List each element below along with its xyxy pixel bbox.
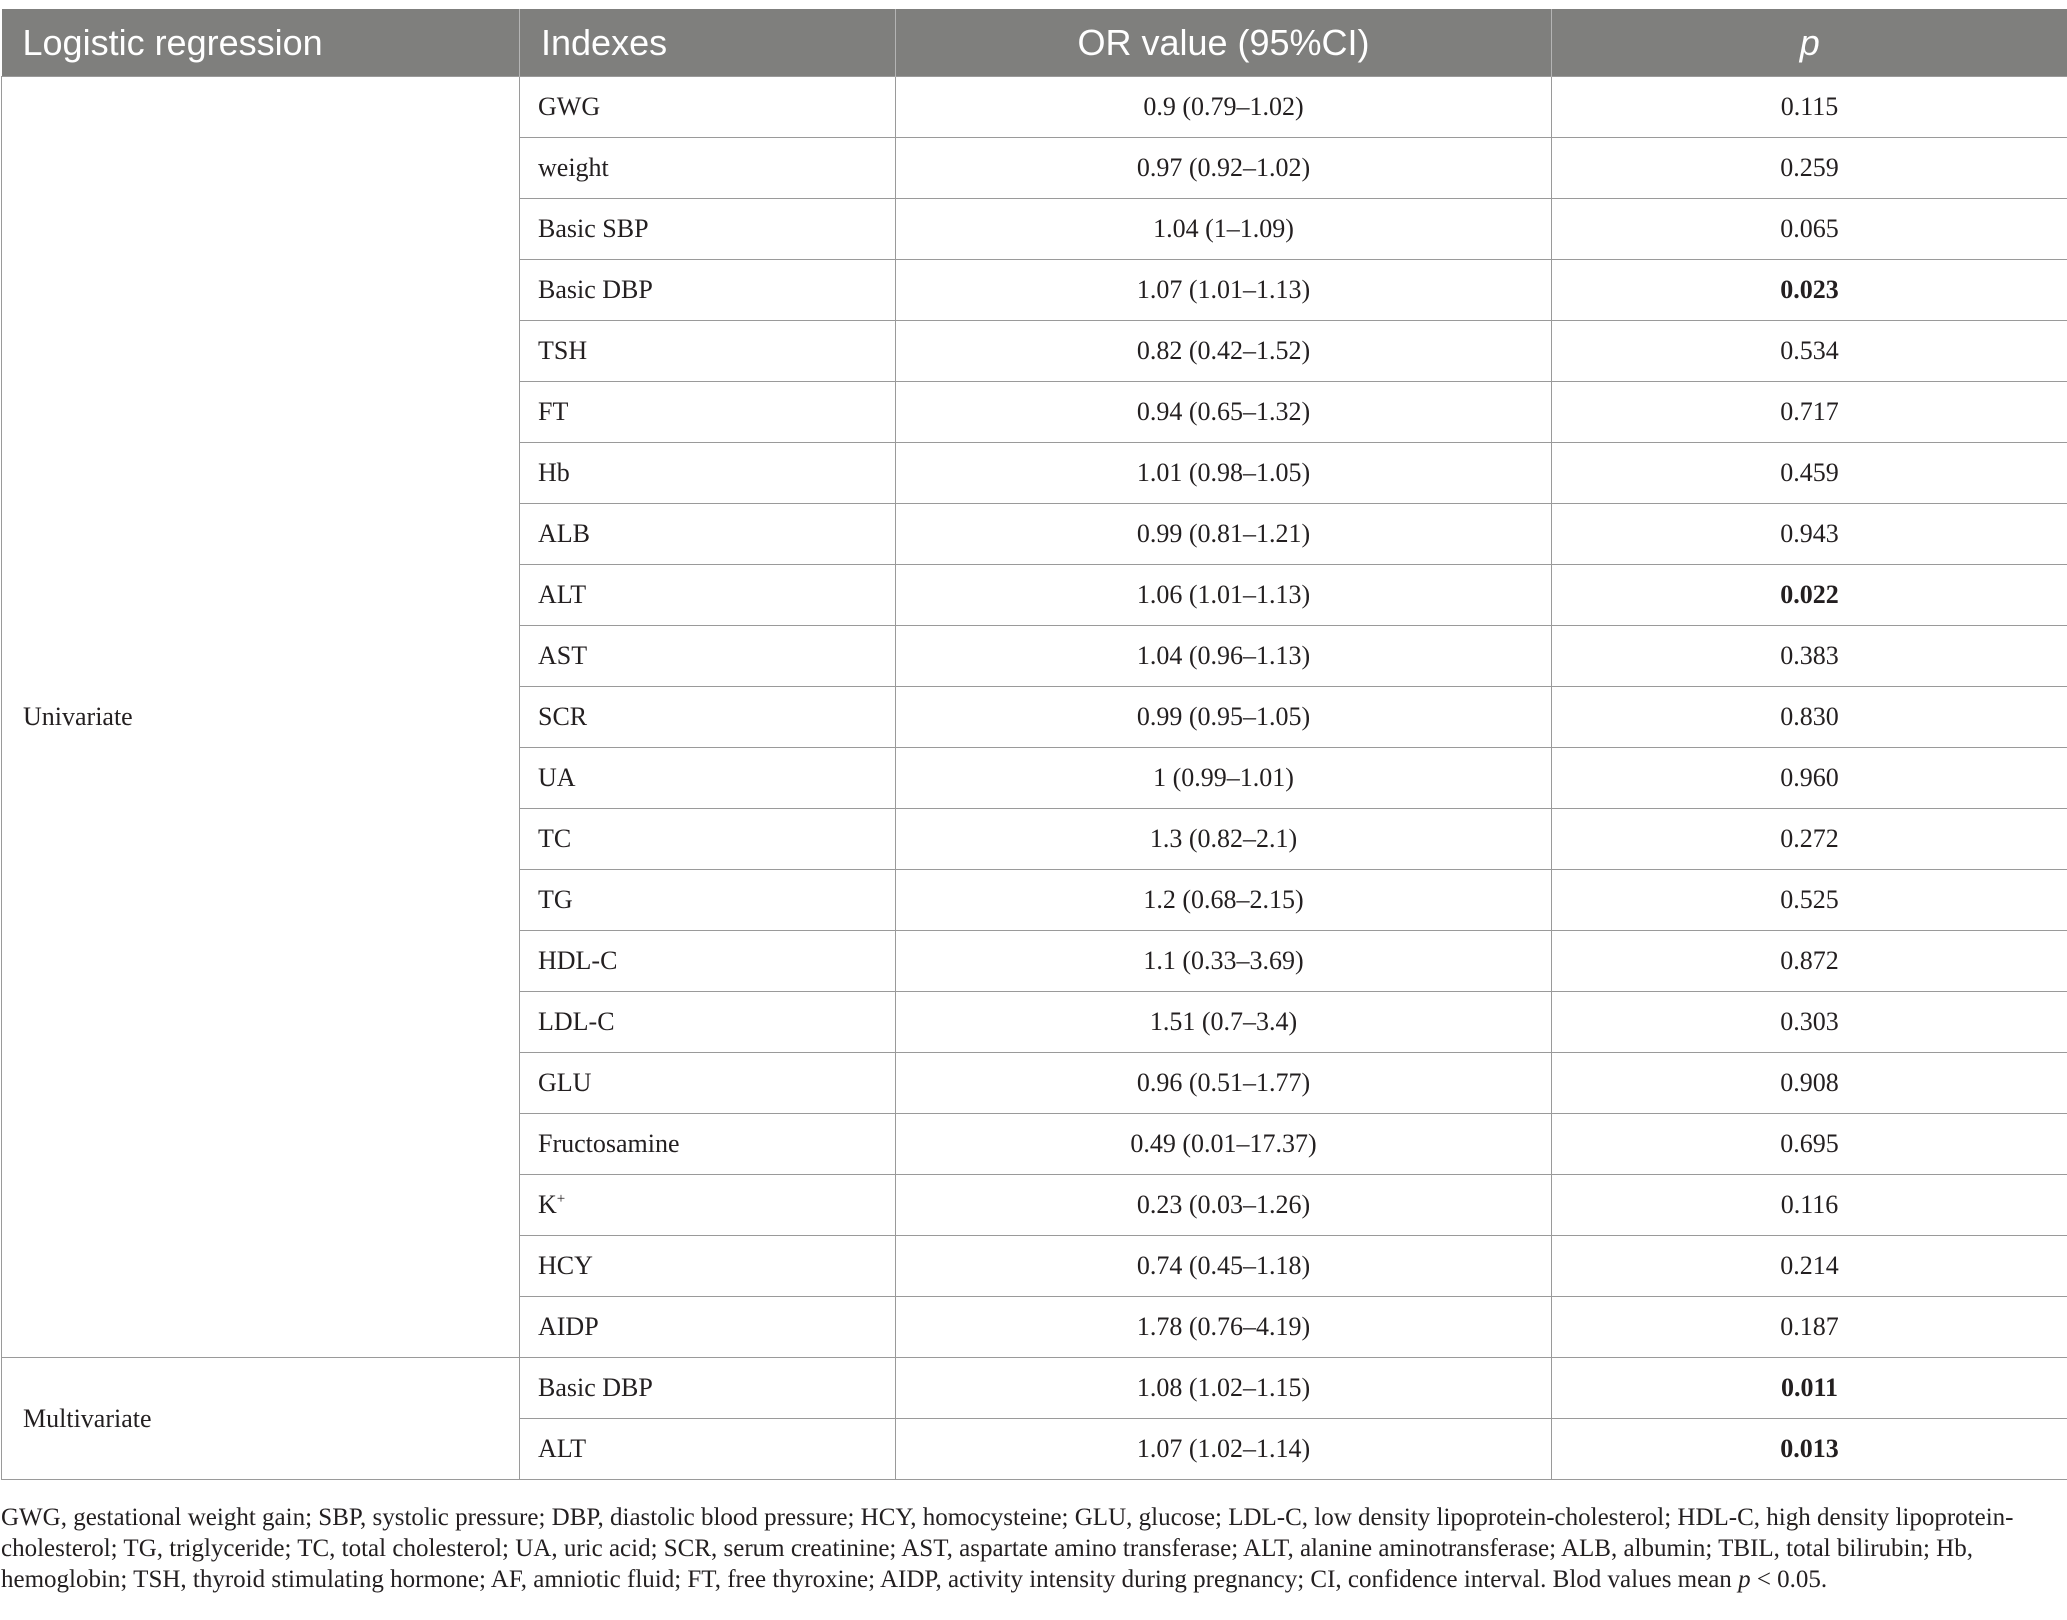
footnote-text: GWG, gestational weight gain; SBP, systolic pressure; DBP, diastolic blood pressure; HCY, homocysteine; GLU, glucose; LDL-C, low density lipoprotein-cholesterol; HDL-C, high density lipoprotein-cholesterol; TG, triglyceride; TC, total cholesterol; UA, uric acid; SCR, serum creatinine; AST, aspartate amino transferase; ALT, alanine aminotransferase; ALB, albumin; TBIL, total bilirubin; Hb, hemoglobin; TSH, thyroid stimulating hormone; AF, amniotic fluid; FT, free thyroxine; AIDP, activity intensity during pregnancy; CI, confidence interval. Blod values mean — [1, 1504, 2014, 1593]
p-value-cell: 0.960 — [1552, 748, 2067, 809]
or-value-cell: 0.49 (0.01–17.37) — [896, 1114, 1552, 1175]
index-cell: Hb — [520, 443, 896, 504]
index-cell: LDL-C — [520, 992, 896, 1053]
header-or-value: OR value (95%CI) — [896, 9, 1552, 77]
or-value-cell: 0.99 (0.81–1.21) — [896, 504, 1552, 565]
header-row — [2, 9, 2067, 77]
or-value-cell: 0.96 (0.51–1.77) — [896, 1053, 1552, 1114]
or-value-cell: 1.3 (0.82–2.1) — [896, 809, 1552, 870]
index-cell: ALB — [520, 504, 896, 565]
group-label: Multivariate — [2, 1358, 520, 1480]
or-value-cell: 1.07 (1.02–1.14) — [896, 1419, 1552, 1480]
index-cell: HCY — [520, 1236, 896, 1297]
index-cell: ALT — [520, 1419, 896, 1480]
or-value-cell: 1.08 (1.02–1.15) — [896, 1358, 1552, 1419]
index-cell: Fructosamine — [520, 1114, 896, 1175]
p-value-cell: 0.065 — [1552, 199, 2067, 260]
table-footnote — [1, 1502, 2063, 1595]
or-value-cell: 0.99 (0.95–1.05) — [896, 687, 1552, 748]
p-value-cell: 0.717 — [1552, 382, 2067, 443]
index-cell: FT — [520, 382, 896, 443]
or-value-cell: 1.51 (0.7–3.4) — [896, 992, 1552, 1053]
header-indexes: Indexes — [520, 9, 896, 77]
group-label: Univariate — [2, 77, 520, 1358]
p-value-cell: 0.872 — [1552, 931, 2067, 992]
p-value-cell: 0.022 — [1552, 565, 2067, 626]
or-value-cell: 1.2 (0.68–2.15) — [896, 870, 1552, 931]
p-value-cell: 0.187 — [1552, 1297, 2067, 1358]
p-value-cell: 0.459 — [1552, 443, 2067, 504]
index-cell: AIDP — [520, 1297, 896, 1358]
index-cell — [520, 1175, 896, 1236]
p-value-cell: 0.115 — [1552, 77, 2067, 138]
p-value-cell: 0.259 — [1552, 138, 2067, 199]
p-value-cell: 0.525 — [1552, 870, 2067, 931]
p-value-cell: 0.383 — [1552, 626, 2067, 687]
or-value-cell: 1.1 (0.33–3.69) — [896, 931, 1552, 992]
p-value-cell: 0.011 — [1552, 1358, 2067, 1419]
index-cell: weight — [520, 138, 896, 199]
index-cell: ALT — [520, 565, 896, 626]
index-cell: TSH — [520, 321, 896, 382]
or-value-cell: 0.97 (0.92–1.02) — [896, 138, 1552, 199]
p-value-cell: 0.303 — [1552, 992, 2067, 1053]
p-value-cell: 0.908 — [1552, 1053, 2067, 1114]
index-cell: SCR — [520, 687, 896, 748]
p-value-cell: 0.214 — [1552, 1236, 2067, 1297]
index-name: K — [538, 1190, 557, 1219]
or-value-cell: 1.78 (0.76–4.19) — [896, 1297, 1552, 1358]
or-value-cell: 1.06 (1.01–1.13) — [896, 565, 1552, 626]
or-value-cell: 0.9 (0.79–1.02) — [896, 77, 1552, 138]
index-cell: GLU — [520, 1053, 896, 1114]
index-cell: TC — [520, 809, 896, 870]
index-cell: Basic DBP — [520, 260, 896, 321]
p-value-cell: 0.013 — [1552, 1419, 2067, 1480]
or-value-cell: 1 (0.99–1.01) — [896, 748, 1552, 809]
or-value-cell: 0.23 (0.03–1.26) — [896, 1175, 1552, 1236]
or-value-cell: 0.82 (0.42–1.52) — [896, 321, 1552, 382]
p-value-cell: 0.116 — [1552, 1175, 2067, 1236]
p-value-cell: 0.695 — [1552, 1114, 2067, 1175]
or-value-cell: 1.07 (1.01–1.13) — [896, 260, 1552, 321]
header-logistic-regression: Logistic regression — [2, 9, 520, 77]
index-cell: Basic SBP — [520, 199, 896, 260]
index-cell: UA — [520, 748, 896, 809]
table-body — [2, 77, 2067, 1480]
or-value-cell: 1.01 (0.98–1.05) — [896, 443, 1552, 504]
p-value-cell: 0.023 — [1552, 260, 2067, 321]
p-value-cell: 0.272 — [1552, 809, 2067, 870]
or-value-cell: 1.04 (1–1.09) — [896, 199, 1552, 260]
index-cell: TG — [520, 870, 896, 931]
table-row — [2, 1358, 2067, 1419]
footnote-text-end: < 0.05. — [1750, 1566, 1828, 1593]
p-value-cell: 0.830 — [1552, 687, 2067, 748]
p-value-cell: 0.943 — [1552, 504, 2067, 565]
or-value-cell: 1.04 (0.96–1.13) — [896, 626, 1552, 687]
table-row — [2, 77, 2067, 138]
p-value-cell: 0.534 — [1552, 321, 2067, 382]
index-cell: GWG — [520, 77, 896, 138]
footnote-p-symbol: p — [1738, 1566, 1751, 1593]
header-p-value: p — [1552, 9, 2067, 77]
index-cell: Basic DBP — [520, 1358, 896, 1419]
regression-table — [1, 9, 2067, 1480]
index-cell: HDL-C — [520, 931, 896, 992]
or-value-cell: 0.74 (0.45–1.18) — [896, 1236, 1552, 1297]
index-superscript: + — [556, 1191, 566, 1207]
index-cell: AST — [520, 626, 896, 687]
or-value-cell: 0.94 (0.65–1.32) — [896, 382, 1552, 443]
